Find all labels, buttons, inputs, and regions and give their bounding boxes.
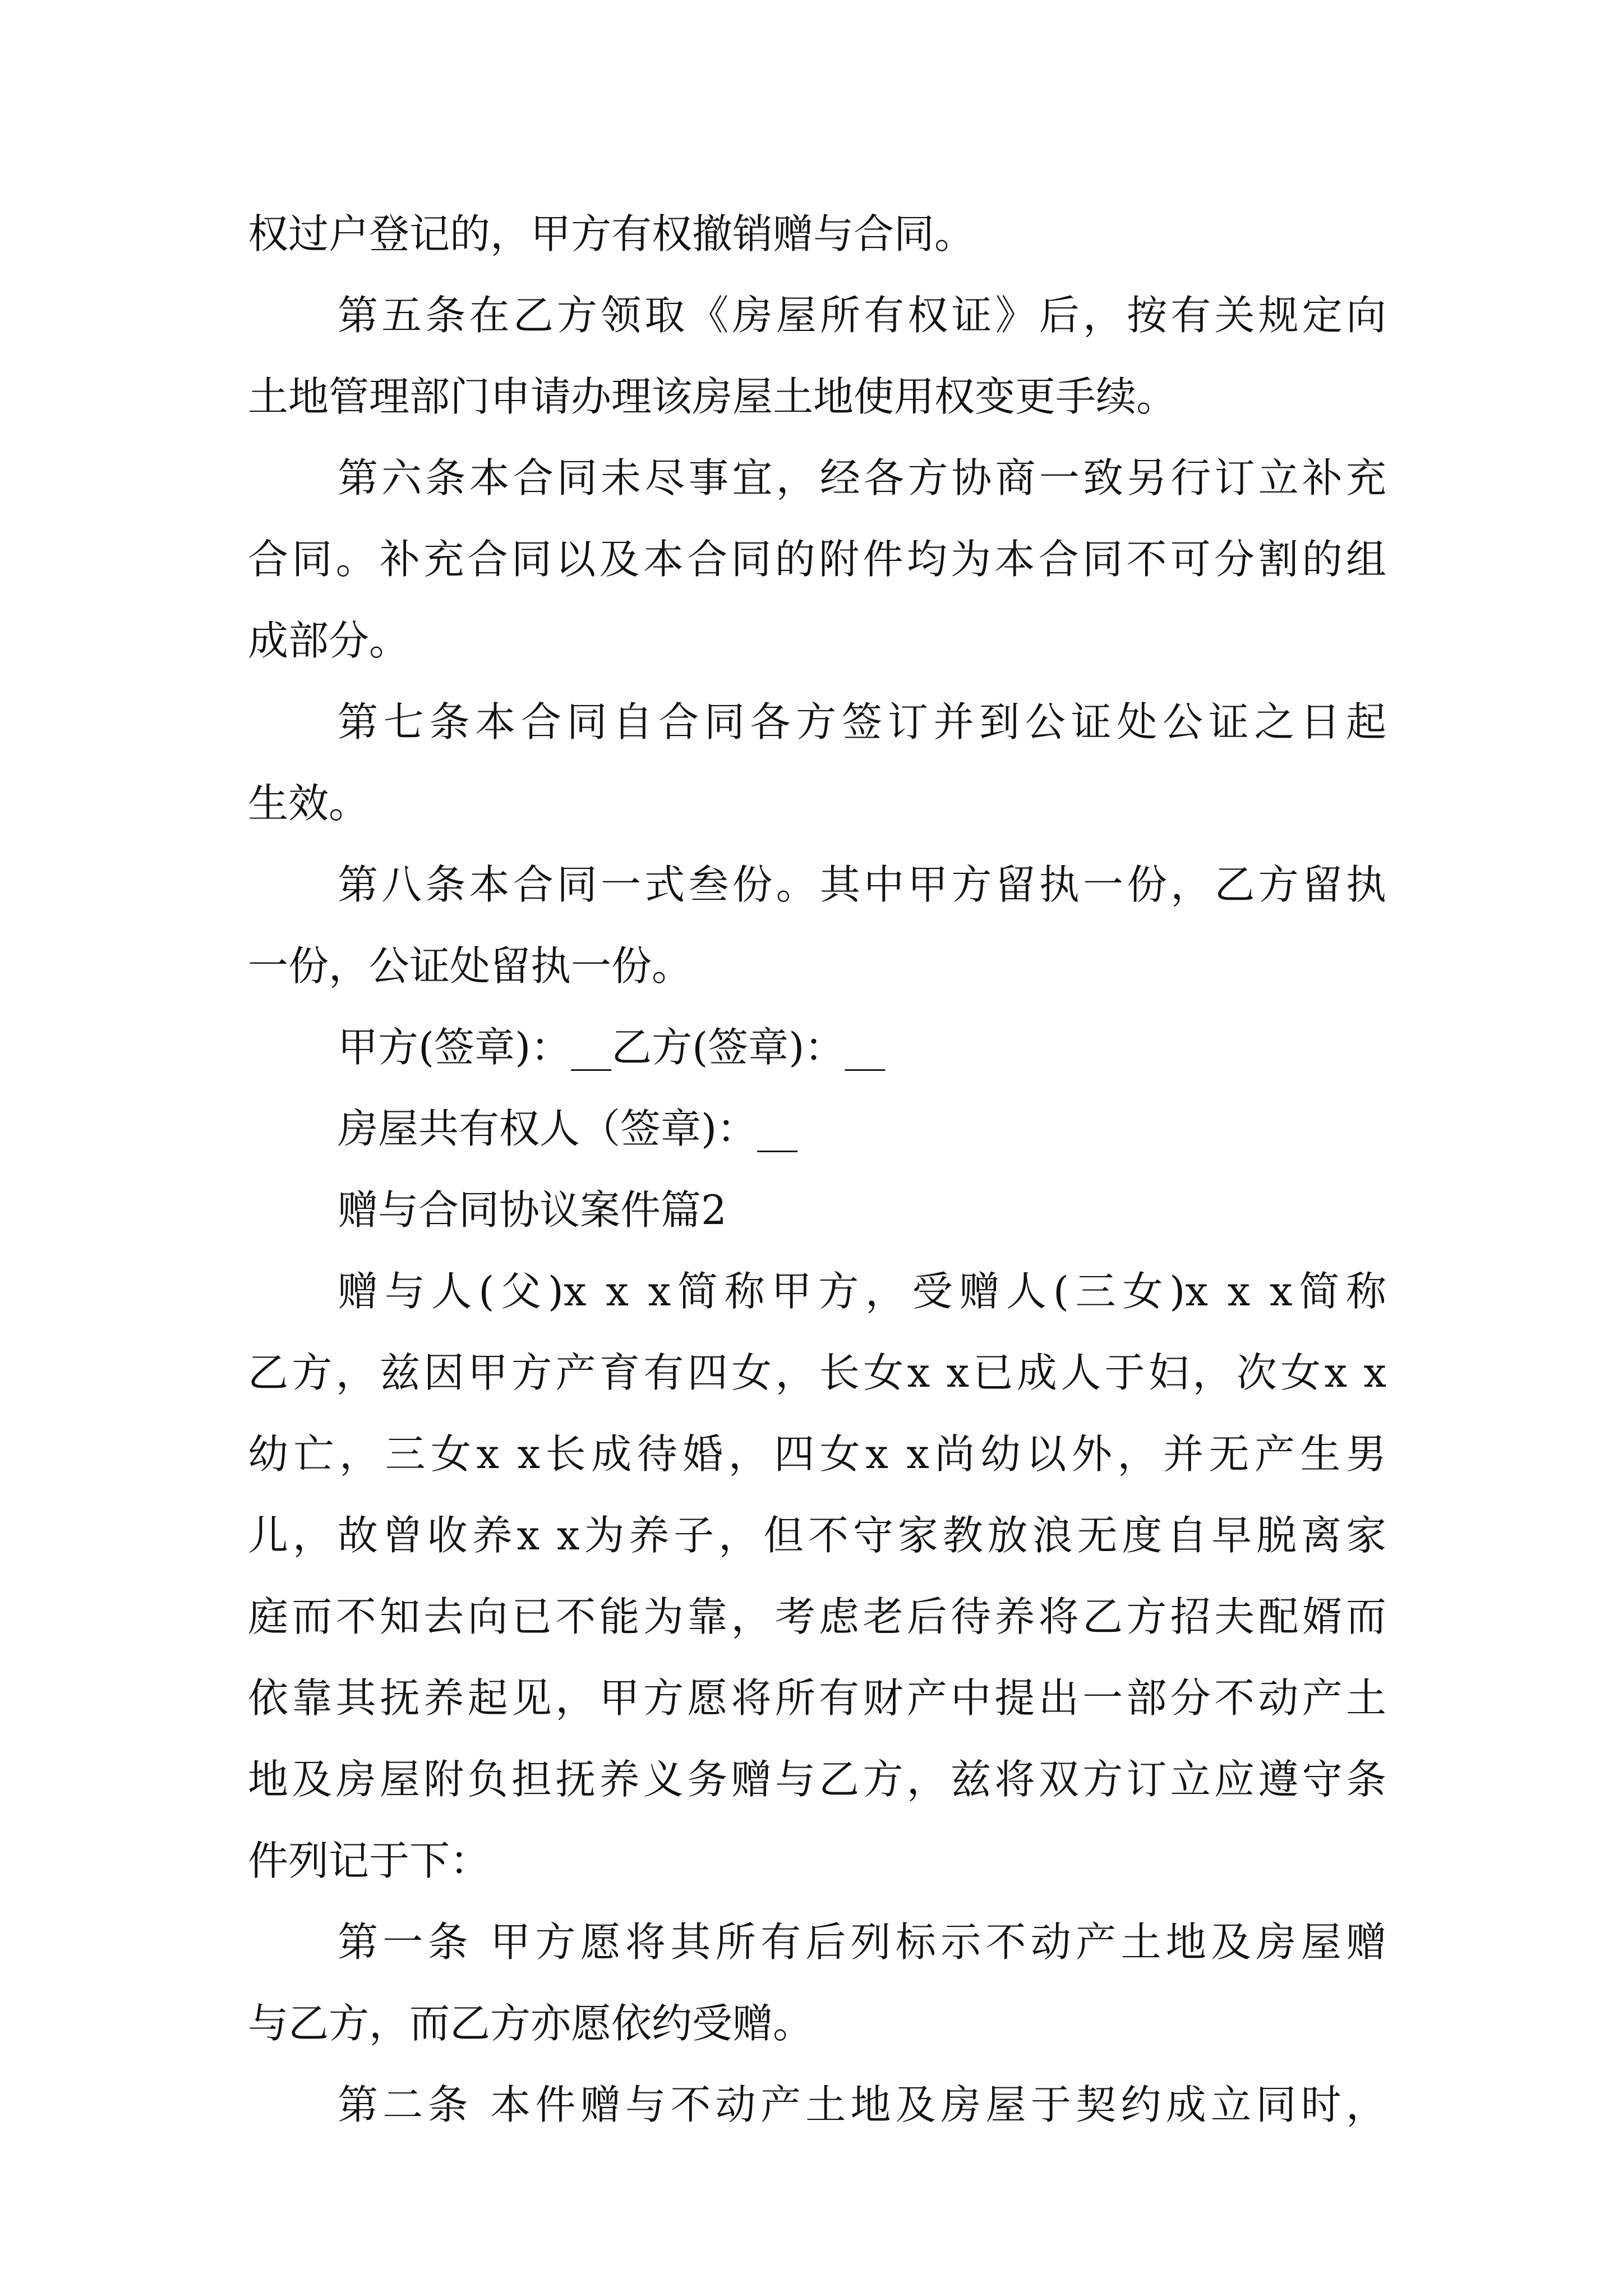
text-line: 地及房屋附负担抚养义务赠与乙方，兹将双方订立应遵守条 [248,1756,1386,1803]
text-line: 成部分。 [248,617,410,664]
text-line: 乙方，兹因甲方产育有四女，长女x x已成人于妇，次女x x [248,1349,1386,1396]
text-line: 第一条 甲方愿将其所有后列标示不动产土地及房屋赠 [338,1918,1386,1966]
text-line: 土地管理部门申请办理该房屋土地使用权变更手续。 [248,373,1177,420]
text-line: 第七条本合同自合同各方签订并到公证处公证之日起 [338,698,1386,746]
text-line: 第八条本合同一式叁份。其中甲方留执一份，乙方留执 [338,861,1386,908]
text-line: 第六条本合同未尽事宜，经各方协商一致另行订立补充 [338,454,1386,501]
text-line: 幼亡，三女x x长成待婚，四女x x尚幼以外，并无产生男 [248,1430,1386,1478]
text-line: 依靠其抚养起见，甲方愿将所有财产中提出一部分不动产土 [248,1674,1386,1722]
text-line: 一份，公证处留执一份。 [248,942,693,990]
document-body [248,194,1386,2146]
text-line: 第二条 本件赠与不动产土地及房屋于契约成立同时， [338,2081,1386,2128]
text-line: 件列记于下： [248,1837,491,1884]
text-line: 赠与人(父)x x x简称甲方，受赠人(三女)x x x简称 [338,1268,1386,1315]
text-line: 与乙方，而乙方亦愿依约受赠。 [248,2000,814,2047]
text-line: 权过户登记的，甲方有权撤销赠与合同。 [248,210,975,257]
signature-line: 房屋共有权人（签章)：__ [338,1105,798,1152]
text-line: 庭而不知去向已不能为靠，考虑老后待养将乙方招夫配婿而 [248,1593,1386,1640]
text-line: 第五条在乙方领取《房屋所有权证》后，按有关规定向 [338,292,1386,339]
section-heading: 赠与合同协议案件篇2 [338,1186,727,1234]
signature-line: 甲方(签章)：__乙方(签章)：__ [338,1024,886,1071]
text-line: 儿，故曾收养x x为养子，但不守家教放浪无度自早脱离家 [248,1512,1386,1559]
text-line: 生效。 [248,780,370,827]
text-line: 合同。补充合同以及本合同的附件均为本合同不可分割的组 [248,536,1386,583]
